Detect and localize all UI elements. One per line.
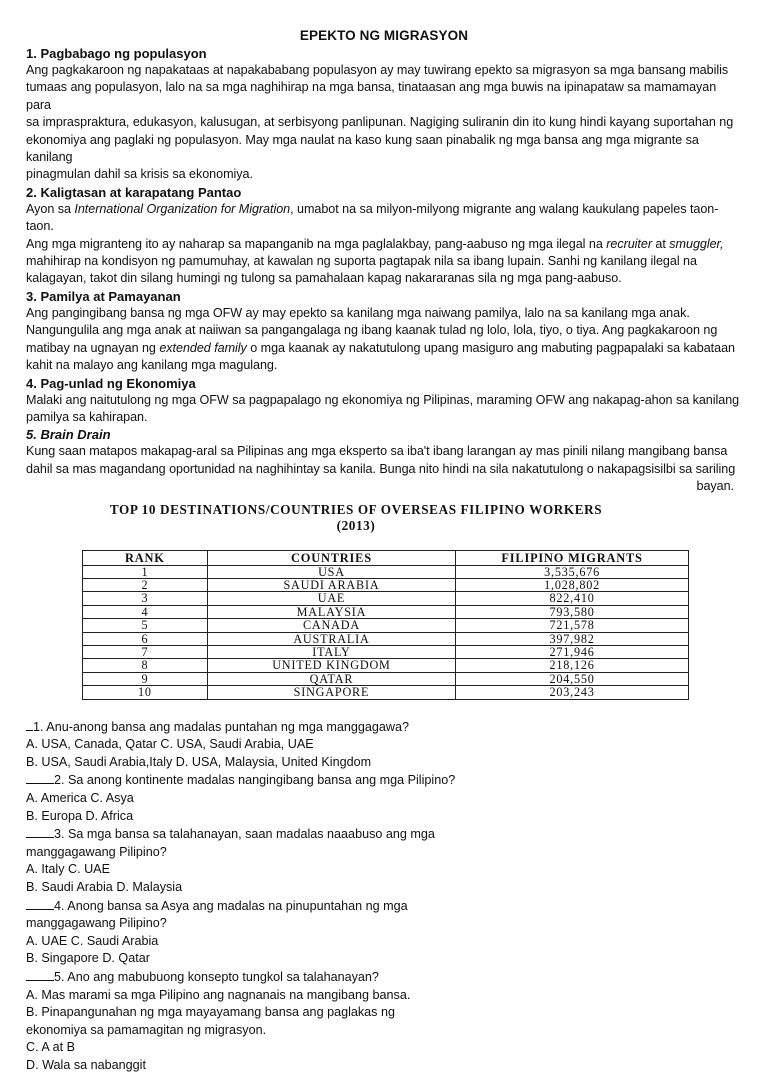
text-line: Malaki ang naitutulong ng mga OFW sa pagpapalago ng ekonomiya ng Pilipinas, maraming OFW ang nakapag-ahon sa kanilang xyxy=(26,392,740,407)
rank-cell: 3 xyxy=(83,592,208,605)
question-line xyxy=(26,718,742,737)
text-line: Nangungulila ang mga anak at naiiwan sa pangangalaga ng ibang kaanak tulad ng lolo, lola, tiyo, o tiya. Ang pagkakaroon ng xyxy=(26,323,718,338)
text-line: Ang pagkakaroon ng napakataas at napakababang populasyon ay may tuwirang epekto sa migrasyon sa mga bansang mabilis xyxy=(26,63,729,77)
text-line: kalagayan, takot din silang humingi ng tulong sa pamahalaan kapag nakararanas sila ng mga pang-aabuso. xyxy=(26,271,622,286)
section-body-family xyxy=(26,305,742,375)
question-line xyxy=(26,771,742,790)
text-line: , umabot na sa milyon-milyong migrante ang walang kaukulang papeles taon-taon. xyxy=(26,201,719,234)
table-row xyxy=(83,632,689,645)
migrants-cell: 218,126 xyxy=(456,659,689,672)
text-line: matibay na ugnayan ng xyxy=(26,340,160,355)
migrants-cell: 3,535,676 xyxy=(456,565,689,578)
answer-blank[interactable] xyxy=(26,771,54,784)
country-cell: SAUDI ARABIA xyxy=(207,578,455,591)
rank-cell: 8 xyxy=(83,659,208,672)
question-text: 4. Anong bansa sa Asya ang madalas na pinupuntahan ng mga xyxy=(54,898,408,913)
migrants-cell: 204,550 xyxy=(456,672,689,685)
quiz-question xyxy=(26,771,742,825)
migrants-cell: 271,946 xyxy=(456,645,689,658)
text-line: Ang pangingibang bansa ng mga OFW ay may epekto sa kanilang mga naiwang pamilya, lalo na sa kanilang mga anak. xyxy=(26,305,690,320)
table-row xyxy=(83,686,689,699)
country-cell: SINGAPORE xyxy=(207,686,455,699)
answer-option: A. USA, Canada, Qatar C. USA, Saudi Arabia, UAE xyxy=(26,737,314,752)
document-page xyxy=(26,28,742,1074)
section-body-brain-drain xyxy=(26,443,742,495)
text-line: Ang mga migranteng ito ay naharap sa mapanganib na mga paglalakbay, pang-aabuso ng mga ilegal na xyxy=(26,236,607,251)
rank-cell: 1 xyxy=(83,565,208,578)
text-line: bayan. xyxy=(696,479,734,494)
migrants-cell: 721,578 xyxy=(456,619,689,632)
country-cell: QATAR xyxy=(207,672,455,685)
italic-text: smuggler, xyxy=(669,236,724,251)
section-heading-human-rights: 2. Kaligtasan at karapatang Pantao xyxy=(26,184,242,200)
section-heading-brain-drain: 5. Brain Drain xyxy=(26,427,111,443)
country-cell: USA xyxy=(207,565,455,578)
answer-option: ekonomiya sa pamamagitan ng migrasyon. xyxy=(26,1022,267,1037)
country-cell: MALAYSIA xyxy=(207,605,455,618)
question-continuation: manggagawang Pilipino? xyxy=(26,844,167,859)
header-migrants: FILIPINO MIGRANTS xyxy=(456,550,689,565)
answer-option: B. Pinapangunahan ng mga mayayamang bansa ang paglakas ng xyxy=(26,1005,395,1020)
quiz-question xyxy=(26,825,742,896)
question-line xyxy=(26,897,742,916)
rank-cell: 5 xyxy=(83,619,208,632)
answer-blank[interactable] xyxy=(26,968,54,981)
answer-option: B. Singapore D. Qatar xyxy=(26,951,150,966)
rank-cell: 9 xyxy=(83,672,208,685)
rank-cell: 6 xyxy=(83,632,208,645)
country-cell: CANADA xyxy=(207,619,455,632)
text-line: dahil sa mas magandang oportunidad na naghihintay sa kanila. Bunga nito hindi na sila nakatutulong o nakapagsisilbi sa sariling xyxy=(26,461,736,476)
question-text: 1. Anu-anong bansa ang madalas puntahan ng mga manggagawa? xyxy=(33,719,410,734)
answer-blank[interactable] xyxy=(26,897,54,910)
text-line: o mga kaanak ay nakatutulong upang masiguro ang mabuting pagpapalaki sa kabataan xyxy=(246,340,735,355)
text-line: pinagmulan dahil sa krisis sa ekonomiya. xyxy=(26,167,253,182)
text-line: mahihirap na kondisyon ng pamumuhay, at kawalan ng suporta pagtapak nila sa ibang lupain. Sanhi ng kanilang ilegal na xyxy=(26,254,697,269)
answer-option: D. Wala sa nabanggit xyxy=(26,1057,146,1072)
italic-text: International Organization for Migration xyxy=(74,201,291,216)
question-text: 2. Sa anong kontinente madalas nangingibang bansa ang mga Pilipino? xyxy=(54,773,456,788)
text-line: Ayon sa xyxy=(26,201,75,216)
header-countries: COUNTRIES xyxy=(207,550,455,565)
table-body xyxy=(83,565,689,699)
answer-blank[interactable] xyxy=(26,718,33,731)
quiz-question xyxy=(26,968,742,1074)
country-cell: UAE xyxy=(207,592,455,605)
question-text: 5. Ano ang mabubuong konsepto tungkol sa talahanayan? xyxy=(54,969,379,984)
table-row xyxy=(83,672,689,685)
migrants-cell: 1,028,802 xyxy=(456,578,689,591)
answer-option: A. Mas marami sa mga Pilipino ang nagnanais na mangibang bansa. xyxy=(26,987,411,1002)
section-body-human-rights xyxy=(26,201,742,288)
answer-option: B. Saudi Arabia D. Malaysia xyxy=(26,879,183,894)
table-row xyxy=(83,605,689,618)
migrants-cell: 203,243 xyxy=(456,686,689,699)
table-row xyxy=(83,659,689,672)
section-heading-population: 1. Pagbabago ng populasyon xyxy=(26,46,207,61)
answer-option: C. A at B xyxy=(26,1040,76,1055)
text-line: Kung saan matapos makapag-aral sa Pilipinas ang mga eksperto sa iba't ibang larangan ay mas pinili nilang mangibang bansa xyxy=(26,444,728,459)
country-cell: AUSTRALIA xyxy=(207,632,455,645)
answer-option: A. UAE C. Saudi Arabia xyxy=(26,933,159,948)
table-title-line: TOP 10 DESTINATIONS/COUNTRIES OF OVERSEAS FILIPINO WORKERS xyxy=(109,501,603,517)
section-heading-family: 3. Pamilya at Pamayanan xyxy=(26,288,181,304)
table-header-row xyxy=(83,550,689,565)
text-line: sa imprasprakturа, edukasyon, kalusugan, at serbisyong panlipunan. Nagiging suliranin din ito kung hindi kayang suportahan ng xyxy=(26,115,734,130)
rank-cell: 10 xyxy=(83,686,208,699)
text-line: kahit na malayo ang kanilang mga magulang. xyxy=(26,358,278,373)
table-row xyxy=(83,619,689,632)
answer-option: A. Italy C. UAE xyxy=(26,862,110,877)
table-title xyxy=(26,502,686,534)
country-cell: ITALY xyxy=(207,645,455,658)
text-line: pamilya sa kahirapan. xyxy=(26,409,148,424)
question-line xyxy=(26,825,742,844)
answer-option: B. Europa D. Africa xyxy=(26,808,134,823)
section-body-economy xyxy=(26,392,742,427)
answer-blank[interactable] xyxy=(26,825,54,838)
text-line: at xyxy=(651,236,670,251)
table-row xyxy=(83,578,689,591)
document-title: EPEKTO NG MIGRASYON xyxy=(299,28,469,43)
answer-option: B. USA, Saudi Arabia,Italy D. USA, Malaysia, United Kingdom xyxy=(26,754,372,769)
question-line xyxy=(26,968,742,987)
table-row xyxy=(83,645,689,658)
migrants-cell: 793,580 xyxy=(456,605,689,618)
rank-cell: 7 xyxy=(83,645,208,658)
ofw-destinations-table xyxy=(82,550,689,700)
text-line: ekonomiya ang paglaki ng populasyon. May mga naulat na kaso kung saan pinabalik ng mga bansa ang mga migrante sa kanilang xyxy=(26,132,699,165)
migrants-cell: 397,982 xyxy=(456,632,689,645)
migrants-cell: 822,410 xyxy=(456,592,689,605)
section-body-population xyxy=(26,62,742,184)
question-text: 3. Sa mga bansa sa talahanayan, saan madalas naaabuso ang mga xyxy=(54,827,435,842)
table-title-year: (2013) xyxy=(336,517,376,533)
text-line: tumaas ang populasyon, lalo na sa mga naghihirap na mga bansa, tinataasan ang mga buwis na ipinapataw sa mamamayan para xyxy=(26,80,717,112)
italic-text: extended family xyxy=(159,340,247,355)
rank-cell: 4 xyxy=(83,605,208,618)
section-heading-economy: 4. Pag-unlad ng Ekonomiya xyxy=(26,375,196,391)
quiz-section xyxy=(26,718,742,1074)
table-row xyxy=(83,592,689,605)
quiz-question xyxy=(26,897,742,968)
rank-cell: 2 xyxy=(83,578,208,591)
answer-option: A. America C. Asya xyxy=(26,790,134,805)
header-rank: RANK xyxy=(83,550,208,565)
question-continuation: manggagawang Pilipino? xyxy=(26,916,167,931)
table-row xyxy=(83,565,689,578)
country-cell: UNITED KINGDOM xyxy=(207,659,455,672)
quiz-question xyxy=(26,718,742,772)
italic-text: recruiter xyxy=(606,236,652,251)
